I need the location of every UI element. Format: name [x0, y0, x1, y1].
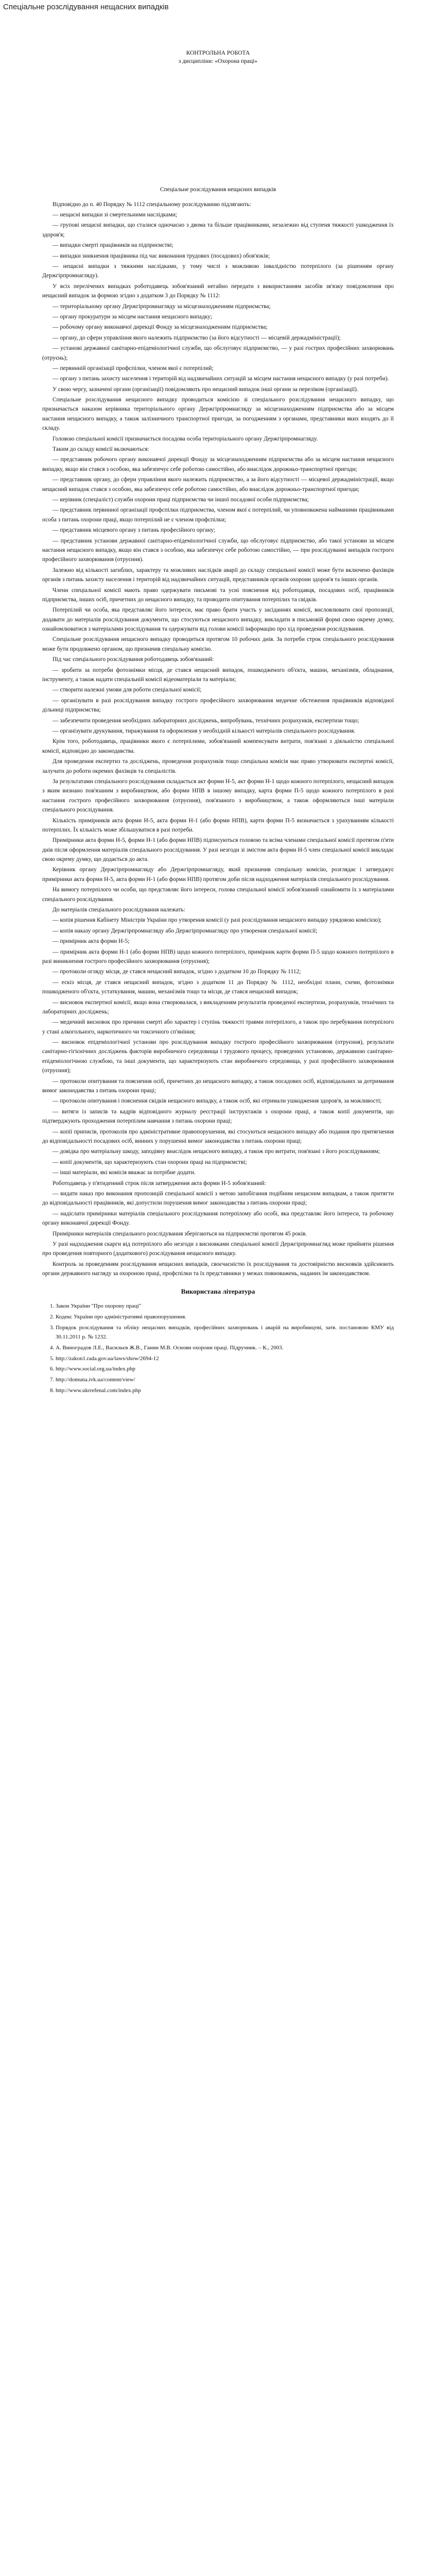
paragraph: — представник місцевого органу з питань професійного органу; [53, 527, 216, 534]
paragraph: Для проведення експертиз та досліджень, проведення розрахунків тощо спеціальна комісія має право утворювати експертні комісії, залучати до роботи окремих фахівців та спеціалістів. [42, 758, 394, 774]
paragraph: Кількість примірників акта форми Н-5, акта форми Н-1 (або форми НПВ), карти форми П-5 визначається з урахуванням кількості потерпілих. Їх кількість може збільшуватися в разі потреби. [42, 817, 394, 833]
paragraph: За результатами спеціального розслідування складається акт форми Н-5, акт форми Н-1 щодо кожного потерпілого, нещасний випадок з яким визнано пов'язаним з виробництвом, або форми НПВ в іншому випадку, карта форми П-5 щодо кожного потерпілого в разі настання гострого професійного захворювання (отруєння), пов'язаного з виробництвом, а також оформляються інші матеріали спеціального розслідування. [42, 778, 394, 814]
paragraph: — створити належні умови для роботи спеціальної комісії; [53, 687, 202, 693]
paragraph: Потерпілий чи особа, яка представляє його інтереси, має право брати участь у засіданнях комісії, висловлювати свої пропозиції, додавати до матеріалів розслідування документи, що стосуються нещасного випадку, викладати в письмовій формі свою окрему думку, ознайомлюватися з матеріалами розслідування та одержувати від голови комісії інформацію про хід проведення розслідування. [42, 607, 394, 633]
paragraph: — керівник (спеціаліст) служби охорони праці підприємства чи іншої посадової особи підприємства; [53, 497, 309, 503]
paragraph: — витяги із записів та кадрів відповідного журналу реєстрації інструктажів з охорони праці, а також копії документів, що підтверджують проходження потерпілим навчання з питань охорони праці; [42, 1108, 394, 1125]
paragraph: Примірники матеріалів спеціального розслідування зберігаються на підприємстві протягом 45 років. [53, 1230, 307, 1237]
paragraph: — установі державної санітарно-епідеміологічної служби, що обслуговує підприємство, — у разі гострих професійних захворювань (отруєнь); [42, 345, 394, 361]
references-title: Використана література [181, 1287, 255, 1296]
paragraph: Члени спеціальної комісії мають право одержувати письмові та усні пояснення від роботодавця, посадових осіб, працівників підприємства, інших осіб, причетних до нещасного випадку, та проводити опитування потерпілих та свідків. [42, 587, 394, 603]
paragraph: — територіальному органу Держгірпромнагляду за місцезнаходженням підприємства; [53, 303, 271, 310]
paragraph: — видати наказ про виконання пропозицій спеціальної комісії з метою запобігання подібним нещасним випадкам, а також притягти до відповідальності працівників, які допустили порушення вимог законодавства з питань охорони праці; [42, 1190, 394, 1207]
paragraph: — первинній організації профспілки, членом якої є потерпілий; [53, 365, 214, 371]
title-page-spacer [42, 75, 394, 178]
paragraph: — копії приписів, протоколів про адміністративне правопорушення, які стосуються нещасного випадку або подання про притягнення до відповідальності посадових осіб, винних у порушенні вимог законодавства з питань охорони праці; [42, 1128, 394, 1144]
paragraph: Під час спеціального розслідування роботодавець зобов'язаний: [53, 656, 214, 663]
paragraph: Крім того, роботодавець, працівники якого є потерпілими, зобов'язаний компенсувати витрати, пов'язані з діяльністю спеціальної комісії, відповідно до законодавства. [42, 738, 394, 754]
paragraph: — органу з питань захисту населення і територій від надзвичайних ситуацій за місцем настання нещасного випадку (у разі потреби). [53, 376, 389, 382]
paragraph: — копія рішення Кабінету Міністрів України про утворення комісії (у разі розслідування нещасного випадку урядовою комісією); [53, 917, 382, 924]
paragraph: — протоколи огляду місця, де стався нещасний випадок, згідно з додатком 10 до Порядку № 1112; [53, 969, 301, 975]
paragraph: — робочому органу виконавчої дирекції Фонду за місцезнаходженням підприємства; [53, 324, 268, 331]
paragraph: У свою чергу, зазначені органи (організації) повідомляють про нещасний випадок інші органи за переліком (організації). [53, 386, 358, 393]
paragraph: Контроль за проведенням розслідування нещасних випадків, своєчасністю їх розслідування та достовірністю висновків здійснюють органи державного нагляду за охороною праці, профспілки та їх представники у межах повноважень, наданих їм законодавством. [42, 1261, 394, 1277]
reference-item: 3. Порядок розслідування та обліку нещасних випадків, професійних захворювань і аварій на виробництві, затв. постановою КМУ від 30.11.2011 р. № 1232. [56, 1323, 394, 1342]
paragraph: — організувати в разі розслідування випадку гострого професійного захворювання медичне обстеження працівників відповідної дільниці підприємства; [42, 697, 394, 714]
reference-item[interactable]: 5. http://zakon1.rada.gov.ua/laws/show/2694-12 [56, 1354, 394, 1364]
reference-item: 4. А. Виноградов Л.Е., Васильєв Ж.В., Ганин М.В. Основи охорони праці. Підручник. – К., 2003. [56, 1343, 394, 1353]
paragraph: — висновок епідеміологічної установи про розслідування випадку гострого професійного захворювання (отруєння), результати санітарно-гігієнічних досліджень факторів виробничого середовища і трудового процесу, проведених установою, державною санітарно-епідеміологічною службою, та інші документи, що характеризують стан виробничого середовища, у разі професійного захворювання (отруєння); [42, 1039, 394, 1074]
work-label: КОНТРОЛЬНА РОБОТА [186, 50, 250, 57]
paragraph: — нещасні випадки з тяжкими наслідками, у тому числі з можливою інвалідністю потерпілого (за рішенням органу Держгірпромнагляду). [42, 263, 394, 279]
paragraph: До матеріалів спеціального розслідування належать: [53, 907, 185, 913]
section-title: Спеціальне розслідування нещасних випадків [160, 187, 276, 193]
paragraph: — організувати друкування, тиражування та оформлення у необхідній кількості матеріалів спеціального розслідування. [53, 727, 356, 734]
paragraph: У всіх перелічених випадках роботодавець зобов'язаний негайно передати з використанням засобів зв'язку повідомлення про нещасний випадок за формою згідно з додатком 3 до Порядку № 1112: [42, 283, 394, 299]
paragraph: Таким до складу комісії включаються: [53, 446, 149, 453]
paragraph: Спеціальне розслідування нещасного випадку проводиться протягом 10 робочих днів. За потреби строк спеціального розслідування може бути продовжено органом, що призначив спеціальну комісію. [42, 636, 394, 652]
paragraph: — групові нещасні випадки, що сталися одночасно з двома та більше працівниками, незалежно від ступеня тяжкості ушкодження їх здоров'я; [42, 222, 394, 238]
paragraph: Головою спеціальної комісії призначається посадова особа територіального органу Держгірпромнагляду. [53, 435, 318, 442]
paragraph: Відповідно до п. 40 Порядку № 1112 спеціальному розслідуванню підлягають: [53, 201, 251, 208]
paragraph: — довідка про матеріальну шкоду, заподіяну внаслідок нещасного випадку, а також про витрати, пов'язані з його розслідуванням; [53, 1148, 380, 1155]
paragraph: — представник первинної організації профспілки підприємства, членом якої є потерпілий, чи уповноважена найманими працівниками особа з питань охорони праці, якщо потерпілий не є членом профспілки; [42, 507, 394, 523]
reference-item: 2. Кодекс України про адміністративні правопорушення. [56, 1312, 394, 1322]
paragraph: — випадки смерті працівників на підприємстві; [53, 242, 173, 249]
paragraph: Керівник органу Держгірпромнагляду або Держгірпромнагляду, який призначив спеціальну комісію, розглядає і затверджує примірники акта форми Н-5, акта форми Н-1 (або форми НПВ) протягом доби після надходження матеріалів спеціального розслідування. [42, 867, 394, 883]
paragraph: — ескіз місця, де стався нещасний випадок, згідно з додатком 11 до Порядку № 1112, необхідні плани, схеми, фотознімки пошкодженого об'єкта, устаткування, машин, механізмів тощо та місця, де стався нещасний випадок; [42, 979, 394, 995]
paragraph: — випадки зникнення працівника під час виконання трудових (посадових) обов'язків; [53, 252, 270, 259]
paragraph: — медичний висновок про причини смерті або характер і ступінь тяжкості травми потерпілого, а також про перебування потерпілого у стані алкогольного, наркотичного чи токсичного сп'яніння; [42, 1019, 394, 1035]
reference-item[interactable]: 7. http://domuna.ivk.ua/content/view/ [56, 1375, 394, 1385]
references-list [42, 1301, 394, 1395]
paragraph: — протоколи опитування і пояснення свідків нещасного випадку, а також осіб, які отримали ушкодження здоров'я, за можливості; [53, 1098, 382, 1105]
title-block [42, 49, 394, 65]
paragraph: — інші матеріали, які комісія вважає за потрібне додати. [53, 1170, 196, 1176]
reference-item: 1. Закон України "Про охорону праці" [56, 1301, 394, 1311]
document-body [42, 49, 394, 1395]
paragraph: — копія наказу органу Держгірпромнагляду або Держгірпромнагляду про утворення спеціальної комісії; [53, 927, 318, 934]
paragraph: — зробити за потреби фотознімки місця, де стався нещасний випадок, пошкодженого об'єкта, машин, механізмів, обладнання, інструменту, а також надати спеціальній комісії відеоматеріали та матеріали; [42, 667, 394, 683]
paragraph: — представник установи державної санітарно-епідеміологічної служби, що обслуговує підприємство, або такої установи за місцем настання нещасного випадку, якщо він стався з особою, яка забезпечує себе роботою самостійно, — при розслідуванні випадків гострого професійного захворювання (отруєння). [42, 537, 394, 563]
paragraph: У разі надходження скарги від потерпілого або незгоди з висновками спеціальної комісії Держгірпромнагляд може прийняти рішення про проведення повторного (додаткового) розслідування нещасного випадку. [42, 1241, 394, 1257]
paragraph-list [42, 200, 394, 1279]
paragraph: Роботодавець у п'ятиденний строк після затвердження акта форми Н-5 зобов'язаний: [53, 1180, 266, 1187]
paragraph: — нещасні випадки зі смертельними наслідками; [53, 212, 177, 218]
discipline-line: з дисципліни: «Охорона праці» [178, 58, 258, 64]
paragraph: — примірник акта форми Н-5; [53, 938, 130, 945]
paragraph: — протоколи опитування та пояснення осіб, причетних до нещасного випадку, а також посадових осіб, відповідальних за дотримання вимог законодавства з питань охорони праці; [42, 1078, 394, 1094]
reference-item[interactable]: 8. http://www.ukrrefenal.com/index.php [56, 1386, 394, 1396]
paragraph: — органу, до сфери управління якого належить підприємство (за його відсутності — місцевій держадміністрації); [53, 334, 341, 341]
paragraph: — забезпечити проведення необхідних лабораторних досліджень, випробувань, технічних розрахунків, експертизи тощо; [53, 717, 359, 724]
paragraph: — надіслати примірники матеріалів спеціального розслідування потерпілому або особі, яка представляє його інтереси, та робочому органу виконавчої дирекції Фонду. [42, 1210, 394, 1227]
paragraph: — висновок експертної комісії, якщо вона створювалася, з викладенням результатів проведеної експертизи, розрахунків, технічних та лабораторних досліджень; [42, 999, 394, 1015]
paragraph: — копії документів, що характеризують стан охорони праці на підприємстві; [53, 1159, 247, 1165]
paragraph: Залежно від кількості загиблих, характеру та можливих наслідків аварії до складу спеціальної комісії може бути включено фахівців органів з питань захисту населення і територій від надзвичайних ситуацій, представників органів охорони здоров'я та інших органів. [42, 567, 394, 583]
reference-item[interactable]: 6. http://www.social.org.ua/index.php [56, 1364, 394, 1374]
paragraph: — органу прокуратури за місцем настання нещасного випадку; [53, 313, 213, 320]
paragraph: — представник робочого органу виконавчої дирекції Фонду за місцезнаходженням підприємства або за місцем настання нещасного випадку, якщо він стався з особою, яка забезпечує себе роботою самостійно, або внаслідок дорожньо-транспортної пригоди; [42, 456, 394, 472]
paragraph: — примірник акта форми Н-1 (або форми НПВ) щодо кожного потерпілого, примірник карти форми П-5 щодо кожного потерпілого в разі виникнення гострого професійного захворювання (отруєння); [42, 948, 394, 964]
paragraph: Примірники акта форми Н-5, форми Н-1 (або форми НПВ) підписуються головою та всіма членами спеціальної комісії протягом п'яти днів після оформлення матеріалів спеціального розслідування. У разі незгоди зі змістом акта форми Н-5 член спеціальної комісії викладає свою окрему думку, що додається до акта. [42, 837, 394, 863]
page-heading: Спеціальне розслідування нещасних випадків [3, 3, 169, 11]
paragraph: — представник органу, до сфери управління якого належить підприємство, а за його відсутності — місцевої держадміністрації, якщо нещасний випадок стався з особою, яка забезпечує себе роботою самостійно, або внаслідок дорожньо-транспортної пригоди; [42, 477, 394, 493]
paragraph: На вимогу потерпілого чи особи, що представляє його інтереси, голова спеціальної комісії зобов'язаний ознайомити їх з матеріалами спеціального розслідування. [42, 887, 394, 903]
paragraph: Спеціальне розслідування нещасного випадку проводиться комісією зі спеціального розслідування нещасного випадку, що призначається наказом керівника територіального органу Держгірпромнагляду за місцезнаходженням підприємства або за місцем настання нещасного випадку, а також залізничного транспортної пригоди, за погодженням з органами, представники яких входять до її складу. [42, 397, 394, 432]
